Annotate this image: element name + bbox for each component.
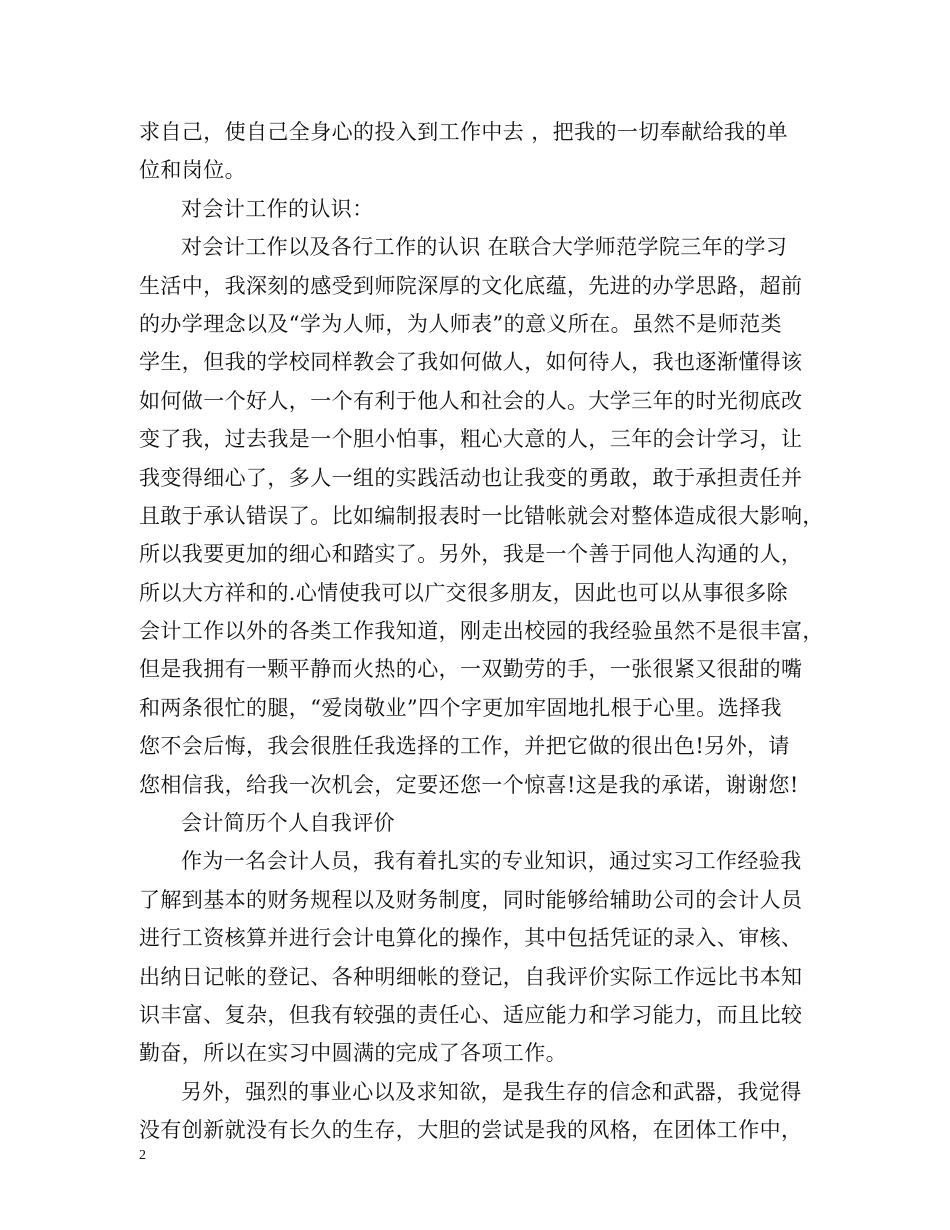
- text-line: 作为一名会计人员，我有着扎实的专业知识，通过实习工作经验我: [181, 849, 802, 874]
- text-line: 和两条很忙的腿，“爱岗敬业”四个字更加牢固地扎根于心里。选择我: [139, 695, 782, 720]
- text-line: 您不会后悔，我会很胜任我选择的工作，并把它做的很出色!另外，请: [139, 734, 790, 759]
- text-line: 所以大方祥和的.心情使我可以广交很多朋友，因此也可以从事很多除: [139, 580, 789, 605]
- text-line: 如何做一个好人，一个有利于他人和社会的人。大学三年的时光彻底改: [139, 388, 803, 413]
- text-line: 我变得细心了，多人一组的实践活动也让我变的勇敢，敢于承担责任并: [139, 465, 803, 490]
- text-line: 进行工资核算并进行会计电算化的操作，其中包括凭证的录入、审核、: [139, 926, 803, 951]
- text-line: 另外，强烈的事业心以及求知欲，是我生存的信念和武器，我觉得: [181, 1079, 802, 1104]
- text-line: 出纳日记帐的登记、各种明细帐的登记，自我评价实际工作远比书本知: [139, 964, 803, 989]
- text-line: 位和岗位。: [139, 158, 246, 183]
- document-body: [139, 113, 825, 1150]
- text-line: 您相信我，给我一次机会，定要还您一个惊喜!这是我的承诺，谢谢您!: [139, 772, 799, 797]
- page-number: 2: [139, 1148, 146, 1163]
- text-line: 但是我拥有一颗平静而火热的心，一双勤劳的手，一张很紧又很甜的嘴: [139, 657, 803, 682]
- text-line: 识丰富、复杂，但我有较强的责任心、适应能力和学习能力，而且比较: [139, 1002, 803, 1027]
- text-line: 没有创新就没有长久的生存，大胆的尝试是我的风格，在团体工作中，: [139, 1118, 803, 1143]
- text-line: 会计简历个人自我评价: [181, 811, 395, 836]
- text-line: 学生，但我的学校同样教会了我如何做人，如何待人，我也逐渐懂得该: [139, 350, 803, 375]
- text-line: 对会计工作的认识：: [181, 196, 374, 221]
- text-line: 求自己，使自己全身心的投入到工作中去 ，把我的一切奉献给我的单: [139, 120, 789, 144]
- text-line: 会计工作以外的各类工作我知道，刚走出校园的我经验虽然不是很丰富，: [139, 619, 824, 644]
- text-line: 勤奋，所以在实习中圆满的完成了各项工作。: [139, 1041, 567, 1066]
- text-line: 变了我，过去我是一个胆小怕事，粗心大意的人，三年的会计学习，让: [139, 427, 803, 452]
- text-line: 对会计工作以及各行工作的认识 在联合大学师范学院三年的学习: [181, 235, 788, 260]
- text-line: 的办学理念以及“学为人师，为人师表”的意义所在。虽然不是师范类: [139, 311, 782, 336]
- text-line: 了解到基本的财务规程以及财务制度，同时能够给辅助公司的会计人员: [139, 887, 803, 912]
- text-line: 所以我要更加的细心和踏实了。另外，我是一个善于同他人沟通的人，: [139, 542, 803, 567]
- text-line: 且敢于承认错误了。比如编制报表时一比错帐就会对整体造成很大影响，: [139, 503, 824, 528]
- text-line: 生活中，我深刻的感受到师院深厚的文化底蕴，先进的办学思路，超前: [139, 273, 803, 298]
